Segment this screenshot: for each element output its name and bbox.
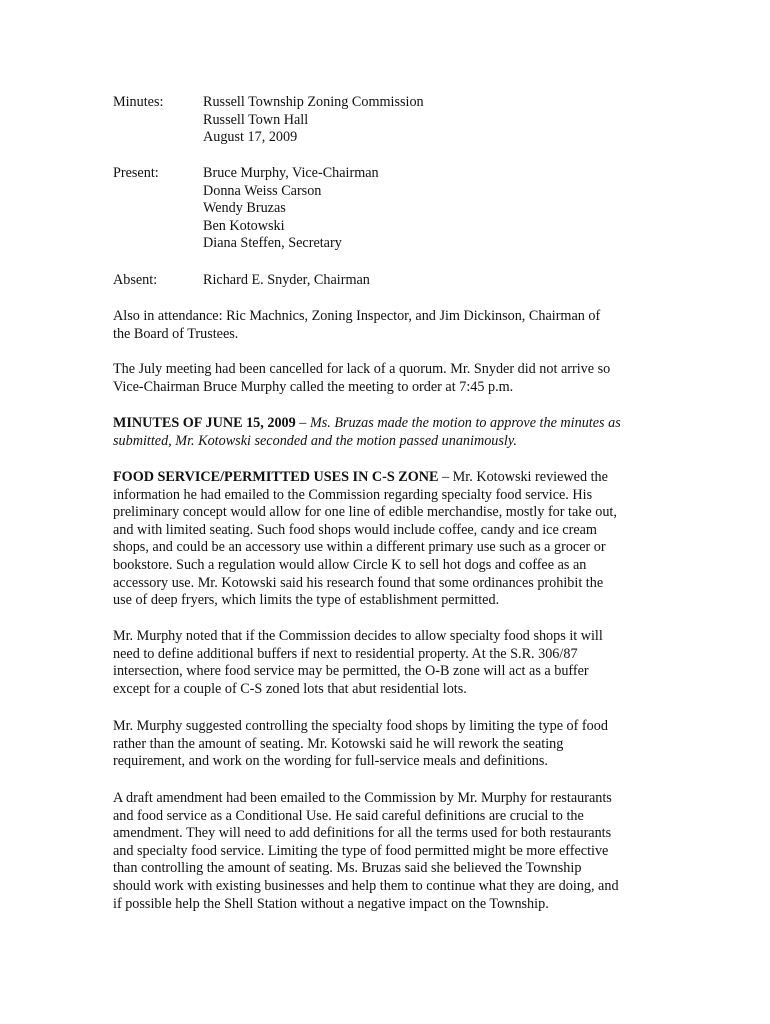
text-line: Vice-Chairman Bruce Murphy called the meeting to order at 7:45 p.m. bbox=[113, 378, 514, 395]
present-member: Donna Weiss Carson bbox=[203, 182, 322, 199]
commission-name: Russell Township Zoning Commission bbox=[203, 94, 424, 110]
dash: – bbox=[295, 415, 310, 431]
absent-list bbox=[203, 272, 370, 290]
motion-text: submitted, Mr. Kotowski seconded and the motion passed unanimously. bbox=[113, 432, 517, 449]
text-line: and specialty food service. Limiting the type of food permitted might be more effective bbox=[113, 842, 609, 859]
minutes-values bbox=[203, 94, 424, 147]
present-member: Bruce Murphy, Vice-Chairman bbox=[203, 165, 379, 181]
text-line: rather than the amount of seating. Mr. Kotowski said he will rework the seating bbox=[113, 735, 564, 752]
text-line: information he had emailed to the Commission regarding specialty food service. His bbox=[113, 486, 593, 503]
section-heading: MINUTES OF JUNE 15, 2009 bbox=[113, 415, 296, 431]
text-line: amendment. They will need to add definitions for all the terms used for both restaurants bbox=[113, 825, 612, 842]
text-line: need to define additional buffers if next to residential property. At the S.R. 306/87 bbox=[113, 645, 578, 662]
buffers-paragraph bbox=[113, 628, 658, 698]
text-line: The July meeting had been cancelled for lack of a quorum. Mr. Snyder did not arrive so bbox=[113, 361, 611, 377]
text-line: preliminary concept would allow for one line of edible merchandise, mostly for take out, bbox=[113, 504, 617, 521]
text-line: except for a couple of C-S zoned lots that abut residential lots. bbox=[113, 680, 467, 697]
text-line: and with limited seating. Such food shops would include coffee, candy and ice cream bbox=[113, 521, 597, 538]
text-line: A draft amendment had been emailed to the Commission by Mr. Murphy for restaurants bbox=[113, 790, 612, 806]
present-member: Diana Steffen, Secretary bbox=[203, 235, 342, 252]
text-line: shops, and could be an accessory use within a different primary use such as a grocer or bbox=[113, 539, 606, 556]
text-line: Mr. Murphy suggested controlling the specialty food shops by limiting the type of food bbox=[113, 718, 608, 734]
text-line bbox=[113, 433, 658, 451]
present-list bbox=[203, 165, 379, 253]
text-line: Mr. Murphy noted that if the Commission decides to allow specialty food shops it will bbox=[113, 628, 603, 644]
absent-label: Absent: bbox=[113, 272, 158, 288]
text-line bbox=[113, 415, 658, 433]
present-member: Wendy Bruzas bbox=[203, 200, 286, 217]
meeting-location: Russell Town Hall bbox=[203, 111, 309, 128]
attendance-paragraph bbox=[113, 308, 658, 343]
text-line: if possible help the Shell Station without a negative impact on the Township. bbox=[113, 895, 549, 912]
call-to-order-paragraph bbox=[113, 361, 658, 396]
minutes-approval-paragraph bbox=[113, 415, 658, 450]
motion-text: Ms. Bruzas made the motion to approve the minutes as bbox=[309, 415, 621, 431]
section-heading: FOOD SERVICE/PERMITTED USES IN C-S ZONE bbox=[113, 469, 439, 485]
text-line: bookstore. Such a regulation would allow Circle K to sell hot dogs and coffee as an bbox=[113, 556, 587, 573]
text-line: and food service as a Conditional Use. He said careful definitions are crucial to the bbox=[113, 807, 584, 824]
text-line: use of deep fryers, which limits the type of establishment permitted. bbox=[113, 592, 500, 609]
draft-amendment-paragraph bbox=[113, 790, 658, 913]
text-line: intersection, where food service may be permitted, the O-B zone will act as a buffer bbox=[113, 663, 589, 680]
text-line: requirement, and work on the wording for full-service meals and definitions. bbox=[113, 753, 548, 770]
absent-member: Richard E. Snyder, Chairman bbox=[203, 272, 370, 288]
present-member: Ben Kotowski bbox=[203, 217, 285, 234]
text-line: the Board of Trustees. bbox=[113, 325, 239, 342]
text-run: – Mr. Kotowski reviewed the bbox=[438, 469, 608, 485]
food-service-paragraph bbox=[113, 469, 658, 610]
text-line: accessory use. Mr. Kotowski said his research found that some ordinances prohibit the bbox=[113, 574, 604, 591]
text-line: than controlling the amount of seating. Ms. Bruzas said she believed the Township bbox=[113, 860, 582, 877]
present-label: Present: bbox=[113, 165, 159, 181]
meeting-date: August 17, 2009 bbox=[203, 129, 298, 146]
text-line: Also in attendance: Ric Machnics, Zoning Inspector, and Jim Dickinson, Chairman of bbox=[113, 308, 601, 324]
text-line bbox=[113, 469, 658, 487]
text-line: should work with existing businesses and help them to continue what they are doing, and bbox=[113, 877, 619, 894]
minutes-label: Minutes: bbox=[113, 94, 164, 110]
seating-paragraph bbox=[113, 718, 658, 771]
